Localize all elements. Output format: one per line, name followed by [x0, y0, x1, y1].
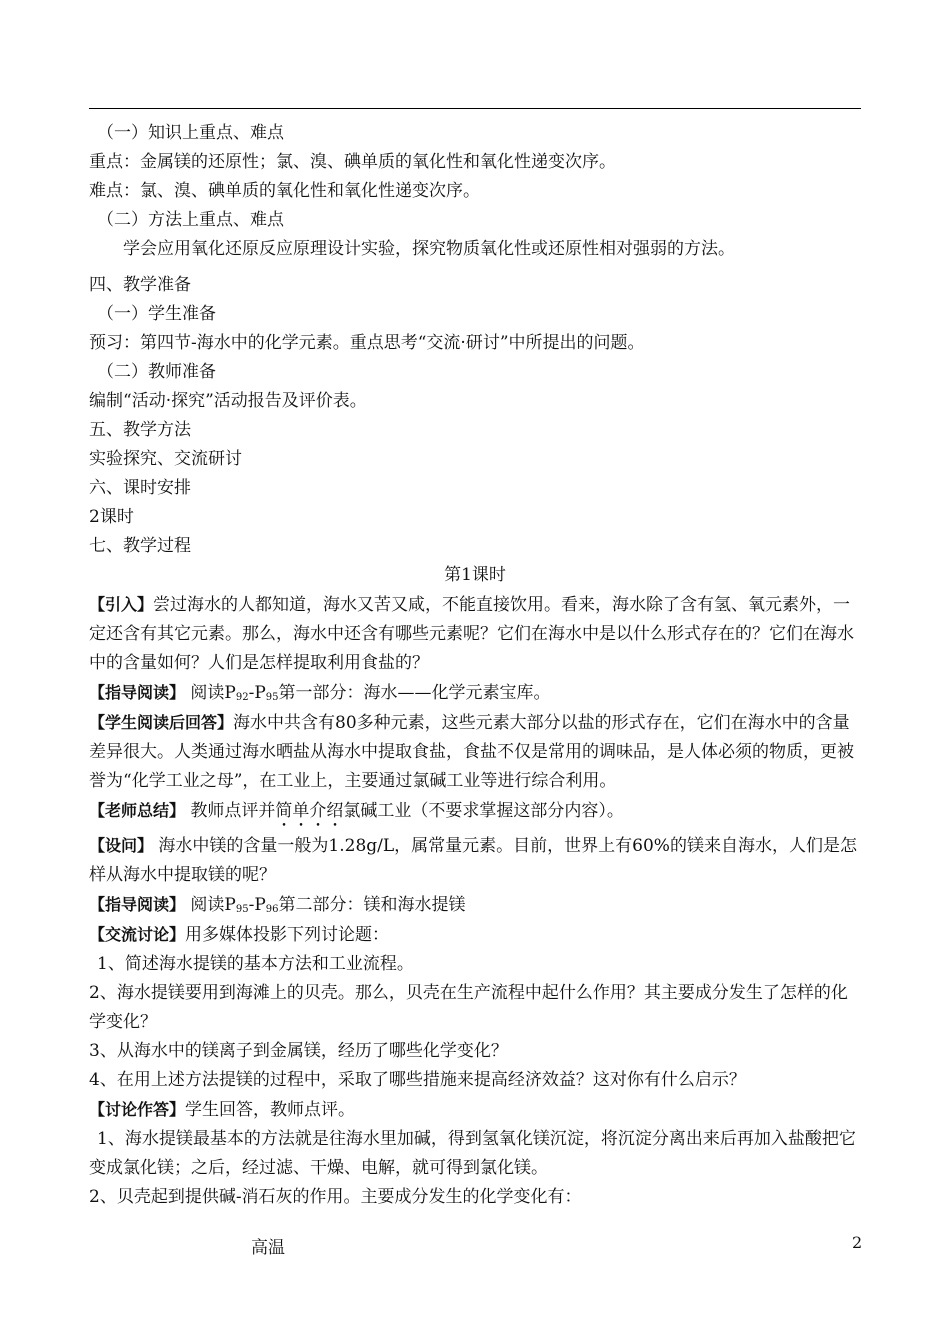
document-body: [89, 119, 861, 1263]
answer-item-2: 2、贝壳起到提供碱-消石灰的作用。主要成分发生的化学变化有：: [89, 1187, 582, 1207]
answers-tag: 【讨论作答】: [89, 1100, 186, 1119]
lesson-title: 第1课时: [444, 565, 506, 585]
student-answer: [89, 708, 861, 796]
discussion-item-2: 2、海水提镁要用到海滩上的贝壳。那么，贝壳在生产流程中起什么作用？其主要成分发生了怎样的化学变化？: [89, 983, 848, 1032]
page-end-subscript: 95: [265, 692, 279, 703]
answers-text: 学生回答，教师点评。: [185, 1100, 356, 1120]
guided-reading-2-post: 第二部分：镁和海水提镁: [278, 895, 466, 915]
guided-reading-1-mid: -P: [248, 683, 266, 703]
schedule-text: 2课时: [89, 507, 134, 527]
intro-text: 尝过海水的人都知道，海水又苦又咸，不能直接饮用。看来，海水除了含有氢、氧元素外，一定还含有其它元素。那么，海水中还含有哪些元素呢？它们在海水中是以什么形式存在的？它们在海水中的含量如何？人们是怎样提取利用食盐的？: [89, 595, 854, 673]
teacher-prep-text: 编制“活动·探究”活动报告及评价表。: [89, 391, 367, 411]
intro-paragraph: [89, 590, 861, 678]
guided-reading-2-mid: -P: [248, 895, 266, 915]
page-start-subscript: 92: [235, 692, 249, 703]
guided-reading-2: [89, 890, 861, 920]
teacher-summary-post: 氯碱工业（不要求掌握这部分内容）。: [343, 801, 624, 821]
guided-reading-1-tag: 【指导阅读】: [89, 683, 186, 702]
answers-paragraph: [89, 1095, 861, 1125]
question-text: 海水中镁的含量一般为1.28g/L，属常量元素。目前，世界上有60%的镁来自海水，人们是怎样从海水中提取镁的呢？: [89, 836, 857, 885]
teacher-prep-heading: （二）教师准备: [97, 362, 216, 382]
student-answer-tag: 【学生阅读后回答】: [89, 713, 234, 732]
methods-heading: 五、教学方法: [89, 420, 191, 440]
difficulties: 难点：氯、溴、碘单质的氧化性和氧化性递变次序。: [89, 181, 480, 201]
question-paragraph: [89, 831, 861, 890]
question-tag: 【设问】: [89, 836, 154, 855]
guided-reading-1-pre: 阅读P: [185, 683, 236, 703]
teacher-summary-tag: 【老师总结】: [89, 801, 186, 820]
prep-heading: 四、教学准备: [89, 275, 191, 295]
discussion-item-1: 1、简述海水提镁的基本方法和工业流程。: [97, 954, 414, 974]
method-text: 学会应用氧化还原反应原理设计实验，探究物质氧化性或还原性相对强弱的方法。: [123, 239, 735, 259]
discussion-text: 用多媒体投影下列讨论题：: [185, 925, 390, 945]
reaction-condition: 高温: [251, 1238, 285, 1258]
method-heading: （二）方法上重点、难点: [97, 210, 284, 230]
teacher-summary-pre: 教师点评并: [185, 801, 276, 821]
discussion-tag: 【交流讨论】: [89, 925, 186, 944]
intro-tag: 【引入】: [89, 595, 154, 614]
header-rule: [89, 108, 861, 109]
student-answer-text: 海水中共含有80多种元素，这些元素大部分以盐的形式存在，它们在海水中的含量差异很大。人类通过海水晒盐从海水中提取食盐，食盐不仅是常用的调味品，是人体必须的物质，更被誉为“化学工业之母”，在工业上，主要通过氯碱工业等进行综合利用。: [89, 713, 854, 791]
guided-reading-1: [89, 678, 861, 708]
page-end-subscript: 96: [265, 904, 279, 915]
discussion-item-3: 3、从海水中的镁离子到金属镁，经历了哪些化学变化？: [89, 1041, 508, 1061]
discussion-item-4: 4、在用上述方法提镁的过程中，采取了哪些措施来提高经济效益？这对你有什么启示？: [89, 1070, 746, 1090]
guided-reading-2-pre: 阅读P: [185, 895, 236, 915]
process-heading: 七、教学过程: [89, 536, 191, 556]
guided-reading-1-post: 第一部分：海水——化学元素宝库。: [278, 683, 551, 703]
discussion-paragraph: [89, 920, 861, 950]
student-prep-text: 预习：第四节-海水中的化学元素。重点思考“交流·研讨”中所提出的问题。: [89, 333, 645, 353]
page-start-subscript: 95: [235, 904, 249, 915]
schedule-heading: 六、课时安排: [89, 478, 191, 498]
key-points: 重点：金属镁的还原性；氯、溴、碘单质的氧化性和氧化性递变次序。: [89, 152, 616, 172]
answer-item-1: 1、海水提镁最基本的方法就是往海水里加碱，得到氢氧化镁沉淀，将沉淀分离出来后再加入盐酸把它变成氯化镁；之后，经过滤、干燥、电解，就可得到氯化镁。: [89, 1129, 856, 1178]
guided-reading-2-tag: 【指导阅读】: [89, 895, 186, 914]
methods-text: 实验探究、交流研讨: [89, 449, 242, 469]
knowledge-heading: （一）知识上重点、难点: [97, 123, 284, 143]
student-prep-heading: （一）学生准备: [97, 304, 216, 324]
emphasized-text: 简单介绍: [275, 801, 344, 821]
page-number: 2: [852, 1233, 863, 1252]
teacher-summary: [89, 796, 861, 831]
